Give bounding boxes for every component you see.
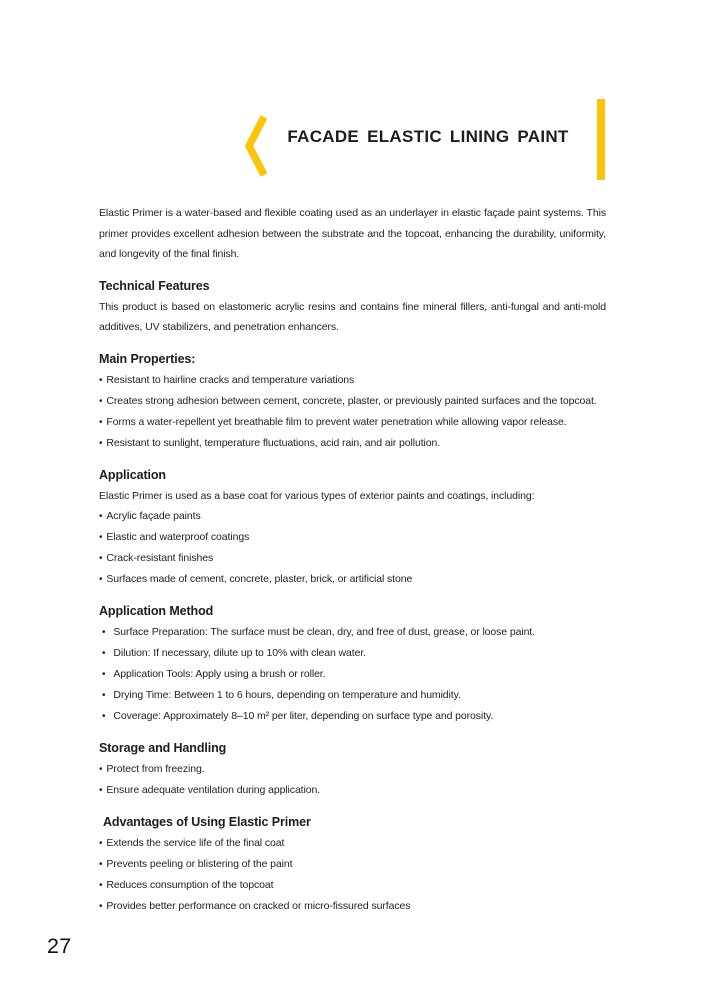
bullet-list <box>99 833 606 917</box>
bullet-list <box>99 622 606 727</box>
bullet-list <box>99 370 606 454</box>
chevron-left-icon <box>245 114 267 178</box>
section-heading: Main Properties: <box>99 351 196 366</box>
intro-paragraph: Elastic Primer is a water-based and flexible coating used as an underlayer in elastic façade paint systems. This primer provides excellent adhesion between the substrate and the topcoat, enhancing the durability, uniformity, and longevity of the final finish. <box>99 207 606 260</box>
bullet-item: • Coverage: Approximately 8–10 m² per liter, depending on surface type and porosity. <box>99 706 606 727</box>
bullet-item: • Drying Time: Between 1 to 6 hours, depending on temperature and humidity. <box>99 685 606 706</box>
section-application-method <box>99 603 606 727</box>
page-header <box>0 0 707 200</box>
bullet-item: • Forms a water-repellent yet breathable film to prevent water penetration while allowing vapor release. <box>99 412 606 433</box>
section-heading: Technical Features <box>99 278 210 293</box>
bullet-item: • Surface Preparation: The surface must be clean, dry, and free of dust, grease, or loose paint. <box>99 622 606 643</box>
section-heading: Storage and Handling <box>99 741 227 755</box>
bullet-item: • Provides better performance on cracked or micro-fissured surfaces <box>99 896 606 917</box>
bullet-item: • Resistant to hairline cracks and temperature variations <box>99 370 606 391</box>
bullet-item: • Surfaces made of cement, concrete, plaster, brick, or artificial stone <box>99 569 606 590</box>
bullet-list <box>99 759 606 801</box>
section-heading: Advantages of Using Elastic Primer <box>103 815 311 829</box>
page-title: FACADE ELASTIC LINING PAINT <box>287 127 569 146</box>
page-number: 27 <box>47 934 72 958</box>
bullet-item: • Prevents peeling or blistering of the paint <box>99 854 606 875</box>
section-technical-features <box>99 278 606 338</box>
bullet-item: • Elastic and waterproof coatings <box>99 527 606 548</box>
section-paragraph: Elastic Primer is used as a base coat for various types of exterior paints and coatings, including: <box>99 489 535 502</box>
section-advantages <box>99 814 606 917</box>
section-heading: Application <box>99 467 166 482</box>
bullet-item: • Acrylic façade paints <box>99 506 606 527</box>
document-content <box>99 203 606 917</box>
bullet-item: • Reduces consumption of the topcoat <box>99 875 606 896</box>
bullet-item: • Creates strong adhesion between cement, concrete, plaster, or previously painted surfaces and the topcoat. <box>99 391 606 412</box>
accent-bar <box>597 99 605 180</box>
bullet-item: • Extends the service life of the final coat <box>99 833 606 854</box>
bullet-item: • Dilution: If necessary, dilute up to 10% with clean water. <box>99 643 606 664</box>
bullet-item: • Protect from freezing. <box>99 759 606 780</box>
section-main-properties <box>99 351 606 454</box>
bullet-item: • Application Tools: Apply using a brush or roller. <box>99 664 606 685</box>
section-storage-handling <box>99 740 606 801</box>
bullet-list <box>99 506 606 590</box>
bullet-item: • Crack-resistant finishes <box>99 548 606 569</box>
section-application <box>99 467 606 591</box>
section-paragraph: This product is based on elastomeric acrylic resins and contains fine mineral fillers, anti-fungal and anti-mold additives, UV stabilizers, and penetration enhancers. <box>99 300 606 333</box>
section-heading: Application Method <box>99 604 214 618</box>
bullet-item: • Ensure adequate ventilation during application. <box>99 780 606 801</box>
bullet-item: • Resistant to sunlight, temperature fluctuations, acid rain, and air pollution. <box>99 433 606 454</box>
